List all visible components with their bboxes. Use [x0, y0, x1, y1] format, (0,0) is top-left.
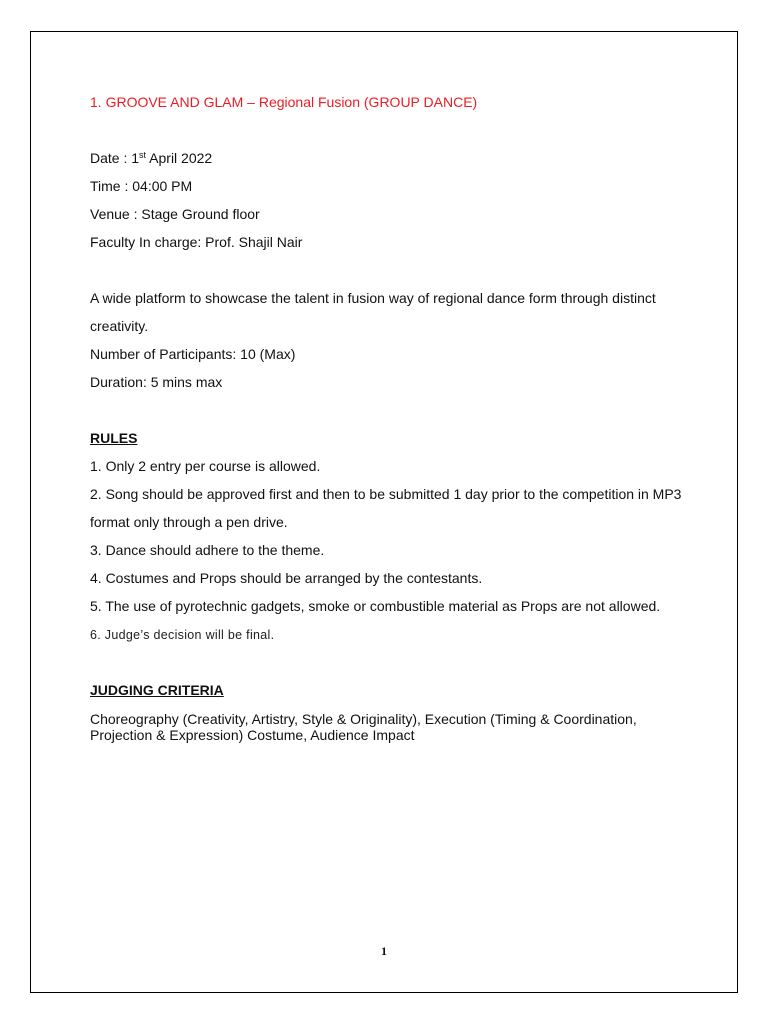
- event-date: [90, 150, 212, 166]
- description-line-2: creativity.: [90, 318, 149, 334]
- judging-heading: JUDGING CRITERIA: [90, 682, 224, 698]
- judging-line-2: Projection & Expression) Costume, Audience Impact: [90, 727, 415, 743]
- page-border: [30, 31, 738, 993]
- description-line-1: A wide platform to showcase the talent in fusion way of regional dance form through distinct: [90, 290, 656, 306]
- rules-heading: RULES: [90, 430, 138, 446]
- rule-5: 5. The use of pyrotechnic gadgets, smoke or combustible material as Props are not allowed.: [90, 598, 661, 614]
- participants-limit: Number of Participants: 10 (Max): [90, 346, 296, 362]
- rule-2-line-2: format only through a pen drive.: [90, 514, 288, 530]
- event-time: Time : 04:00 PM: [90, 178, 193, 194]
- date-prefix: Date : 1: [90, 150, 140, 166]
- rule-3: 3. Dance should adhere to the theme.: [90, 542, 325, 558]
- rule-1: 1. Only 2 entry per course is allowed.: [90, 458, 321, 474]
- judging-line-1: Choreography (Creativity, Artistry, Style & Originality), Execution (Timing & Coordination,: [90, 711, 637, 727]
- rule-2-line-1: 2. Song should be approved first and then to be submitted 1 day prior to the competition in MP3: [90, 486, 682, 502]
- faculty-in-charge: Faculty In charge: Prof. Shajil Nair: [90, 234, 303, 250]
- event-venue: Venue : Stage Ground floor: [90, 206, 260, 222]
- page-number: 1: [381, 944, 387, 958]
- rule-6: 6. Judge’s decision will be final.: [90, 628, 275, 642]
- date-superscript: st: [139, 150, 147, 160]
- event-title: 1. GROOVE AND GLAM – Regional Fusion (GROUP DANCE): [90, 94, 478, 110]
- rule-4: 4. Costumes and Props should be arranged by the contestants.: [90, 570, 483, 586]
- date-suffix: April 2022: [146, 150, 213, 166]
- duration-limit: Duration: 5 mins max: [90, 374, 223, 390]
